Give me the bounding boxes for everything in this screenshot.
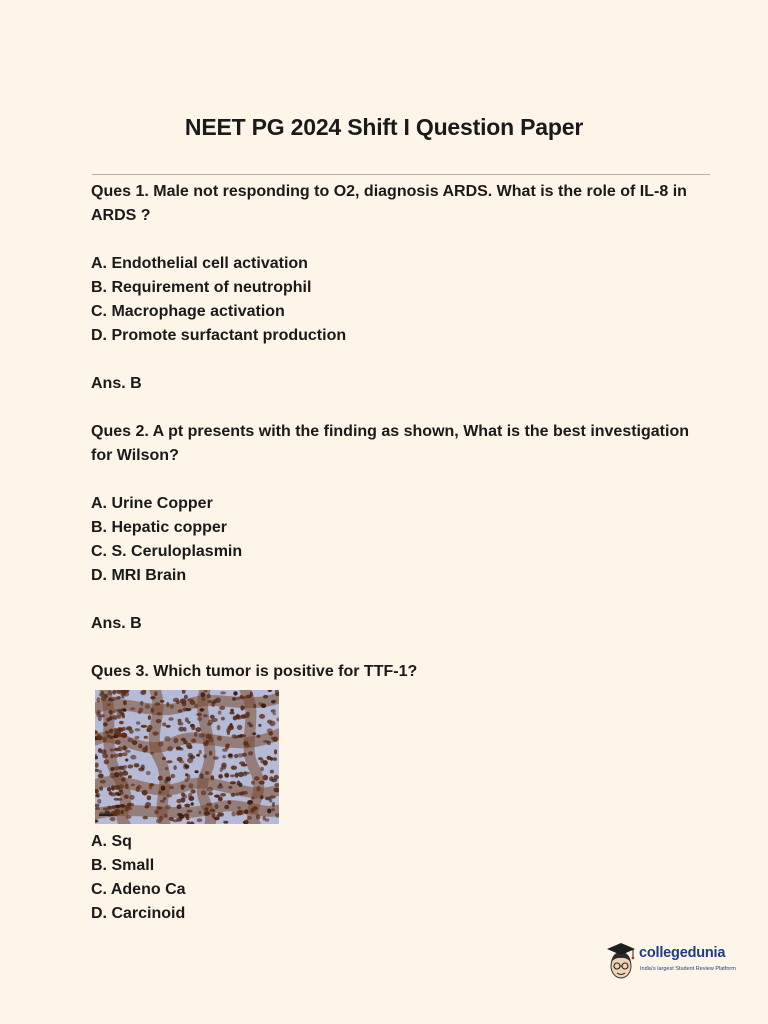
- mascot-icon: [604, 940, 638, 984]
- question-list: [91, 180, 701, 926]
- page-title: NEET PG 2024 Shift I Question Paper: [184, 114, 584, 140]
- question-text: Ques 2. A pt presents with the finding as shown, What is the best investigation for Wilson?: [91, 423, 689, 464]
- option-c: C. S. Ceruloplasmin: [91, 543, 243, 560]
- title-divider: [92, 174, 710, 175]
- option-b: B. Hepatic copper: [91, 519, 228, 536]
- option-a: A. Endothelial cell activation: [91, 255, 308, 272]
- ttf1-micrograph-image: [95, 690, 279, 824]
- question-text: Ques 3. Which tumor is positive for TTF-1?: [91, 663, 418, 680]
- collegedunia-logo: [604, 940, 744, 984]
- option-d: D. MRI Brain: [91, 567, 187, 584]
- option-a: A. Urine Copper: [91, 495, 213, 512]
- option-a: A. Sq: [91, 833, 132, 850]
- option-d: D. Promote surfactant production: [91, 327, 347, 344]
- option-c: C. Macrophage activation: [91, 303, 285, 320]
- option-b: B. Requirement of neutrophil: [91, 279, 312, 296]
- question-text: Ques 1. Male not responding to O2, diagnosis ARDS. What is the role of IL-8 in ARDS ?: [91, 183, 687, 224]
- option-b: B. Small: [91, 857, 155, 874]
- answer: Ans. B: [91, 615, 142, 632]
- option-c: C. Adeno Ca: [91, 881, 186, 898]
- brand-tagline: India's largest Student Review Platform: [640, 966, 736, 972]
- option-d: D. Carcinoid: [91, 905, 186, 922]
- answer: Ans. B: [91, 375, 142, 392]
- brand-name: collegedunia: [639, 945, 726, 961]
